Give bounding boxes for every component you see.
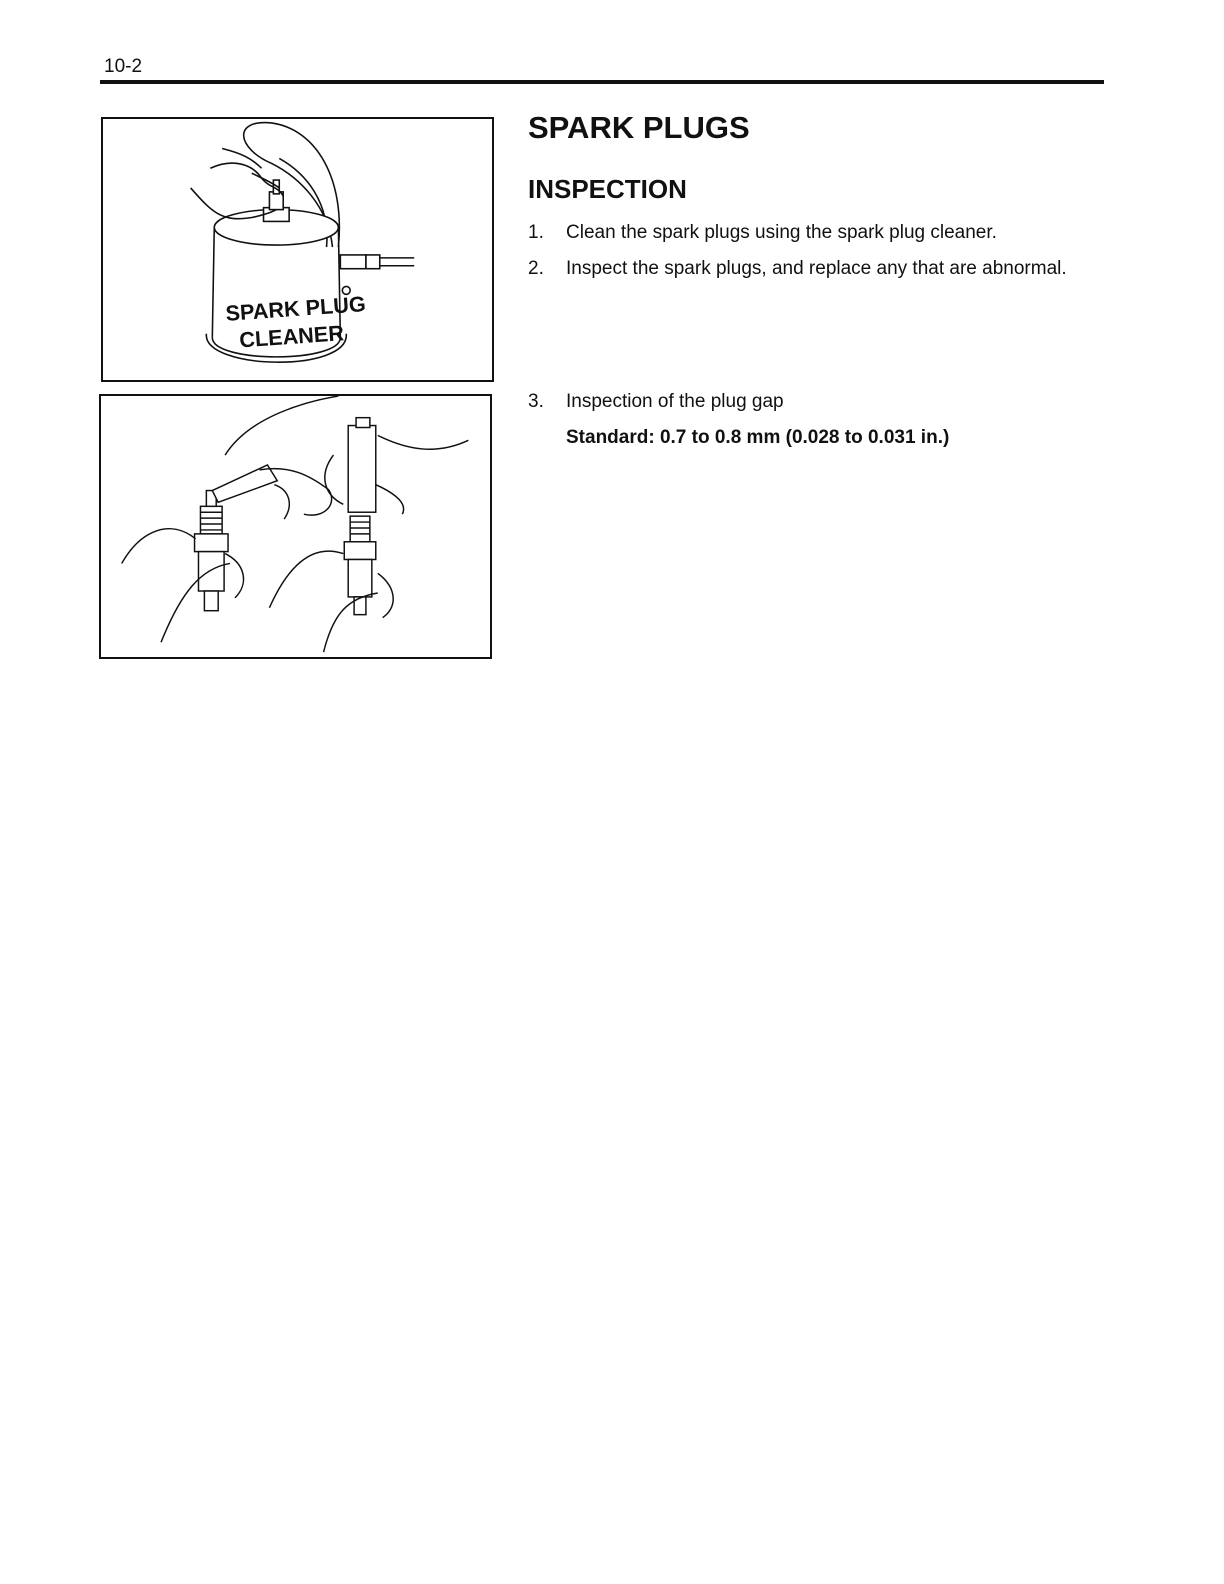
step-text: Inspect the spark plugs, and replace any that are abnormal. [566,258,1067,279]
step-text: Inspection of the plug gap [566,391,784,412]
header-rule [100,80,1104,84]
step-item [528,391,784,413]
step-item [528,222,997,244]
cleaner-label-line1: SPARK PLUG [224,291,367,326]
step-number: 1. [528,222,544,243]
spark-plug-cleaner-illustration [101,117,494,382]
step-item [528,258,1067,280]
step-text: Clean the spark plugs using the spark plug cleaner. [566,222,997,243]
step-number: 3. [528,391,544,412]
step-number: 2. [528,258,544,279]
page-number: 10-2 [104,56,143,77]
standard-spec: Standard: 0.7 to 0.8 mm (0.028 to 0.031 in.) [566,427,950,448]
plug-gap-inspection-illustration [99,394,492,659]
section-title: SPARK PLUGS [528,110,750,145]
cleaner-label-line2: CLEANER [238,320,345,353]
subsection-title: INSPECTION [528,174,687,204]
